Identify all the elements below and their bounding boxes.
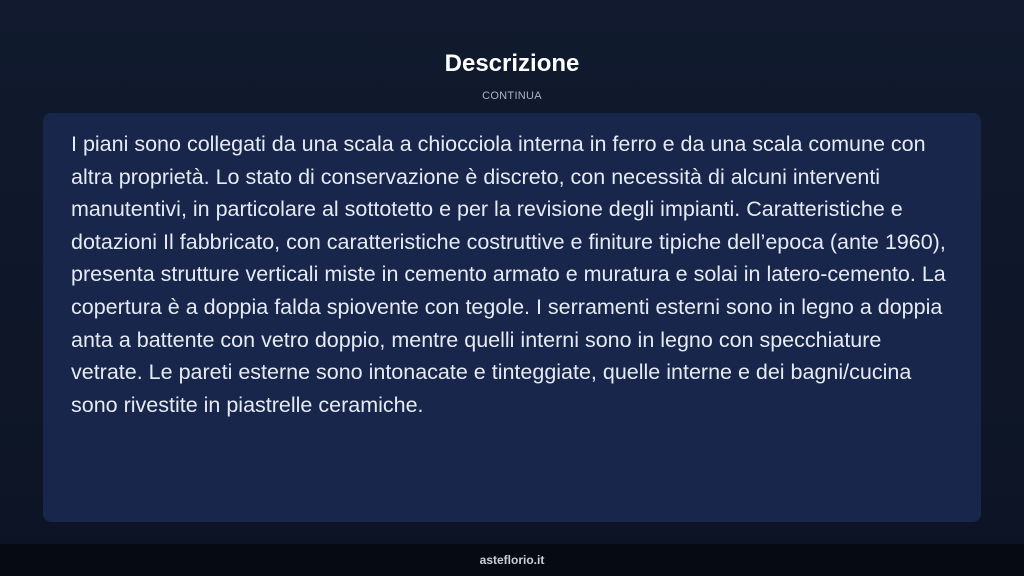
footer-site-name: asteflorio.it xyxy=(479,553,545,567)
footer-bar xyxy=(0,544,1024,576)
description-text: I piani sono collegati da una scala a chiocciola interna in ferro e da una scala comune con altra proprietà. Lo stato di conservazione è discreto, con necessità di alcuni interventi manutentivi, in particolare al sottotetto e per la revisione degli impianti. Caratteristiche e dotazioni Il fabbricato, con caratteristiche costruttive e finiture tipiche dell’epoca (ante 1960), presenta strutture verticali miste in cemento armato e muratura e solai in latero-cemento. La copertura è a doppia falda spiovente con tegole. I serramenti esterni sono in legno a doppia anta a battente con vetro doppio, mentre quelli interni sono in legno con specchiature vetrate. Le pareti esterne sono intonacate e tinteggiate, quelle interne e dei bagni/cucina sono rivestite in piastrelle ceramiche. xyxy=(71,132,946,417)
page-title: Descrizione xyxy=(444,50,580,77)
description-card xyxy=(43,113,981,522)
page-subtitle: CONTINUA xyxy=(482,90,542,102)
